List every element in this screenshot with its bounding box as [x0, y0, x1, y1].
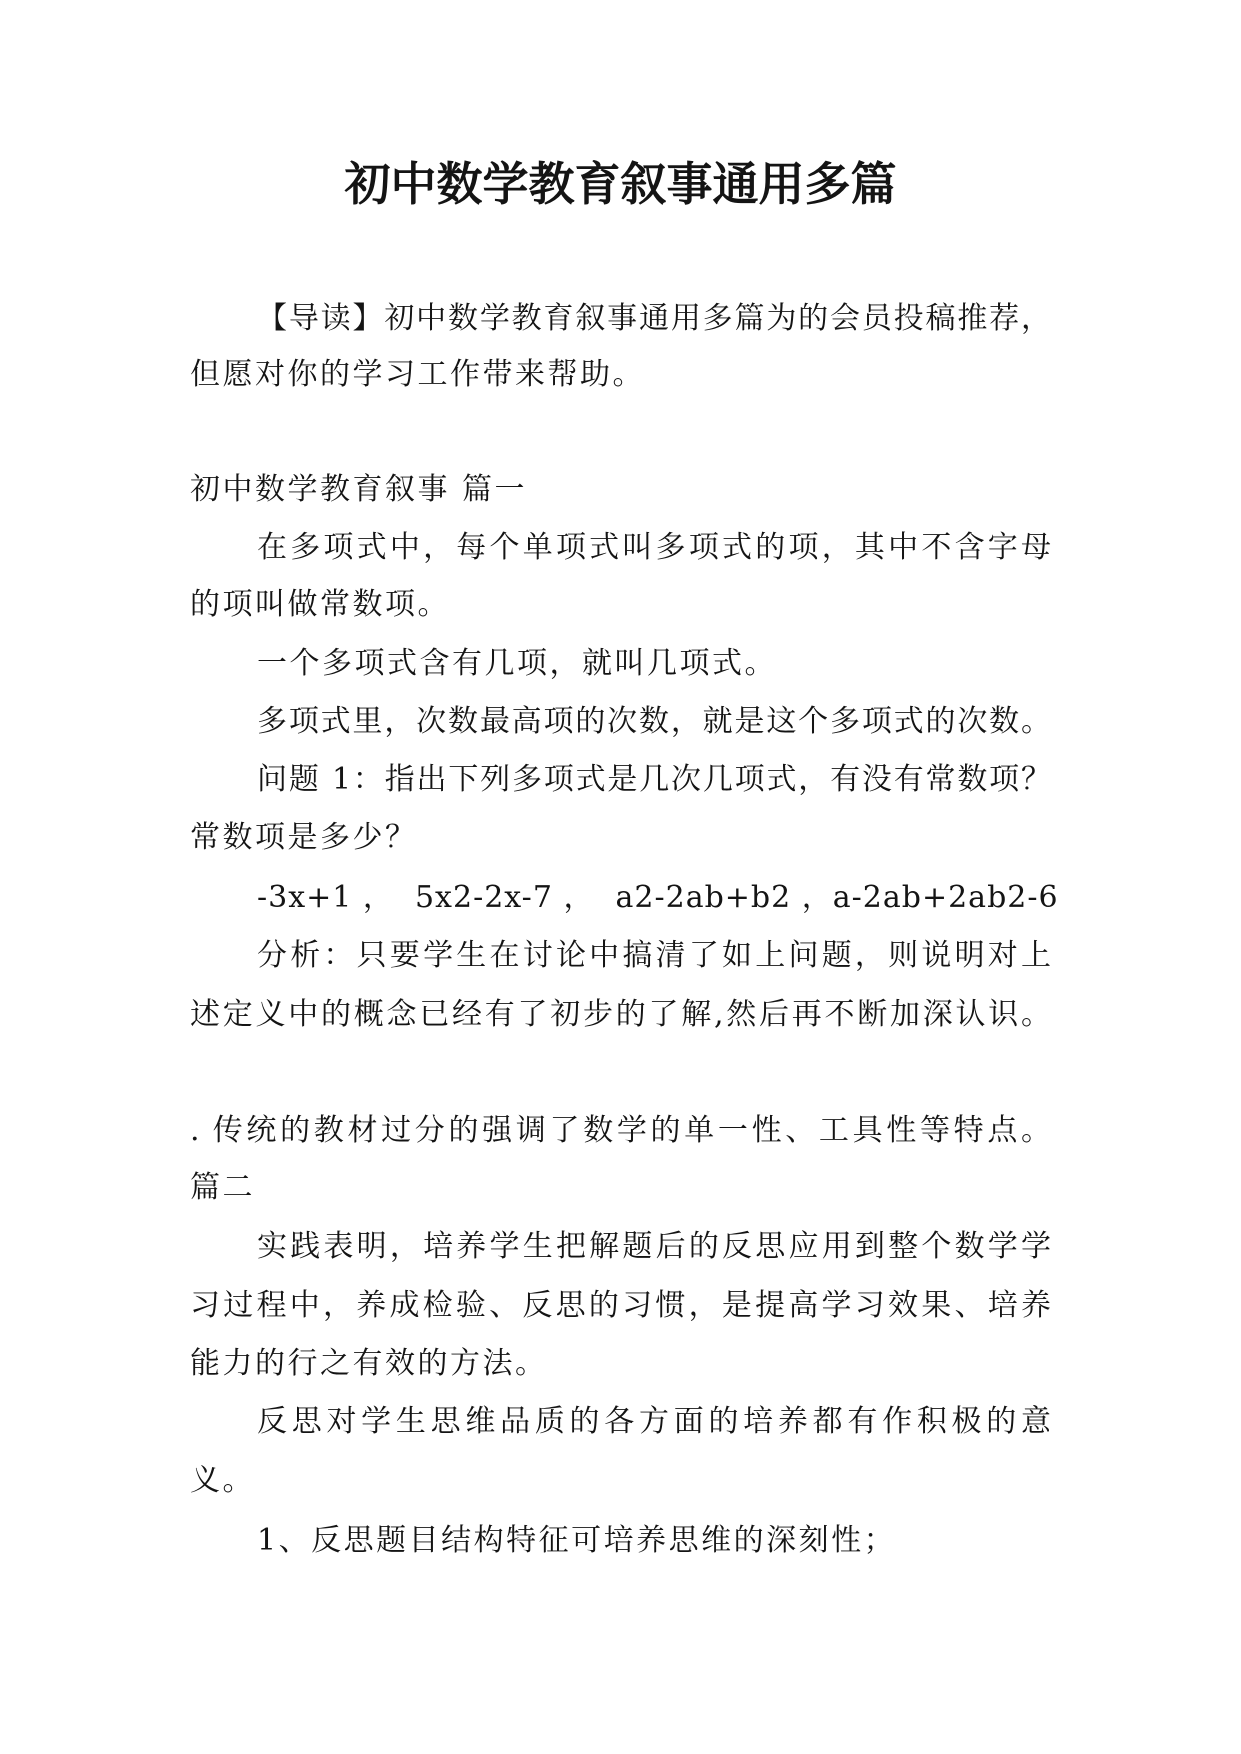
intro-line: 【导读】初中数学教育叙事通用多篇为的会员投稿推荐，: [257, 301, 1051, 336]
paragraph-line: 常数项是多少？: [190, 820, 418, 855]
paragraph-line: 分析：只要学生在讨论中搞清了如上问题，则说明对上: [257, 938, 1051, 973]
paragraph-line: 习过程中，养成检验、反思的习惯，是提高学习效果、培养: [190, 1288, 1051, 1323]
formula-line: -3x+1 ， 5x2-2x-7 ， a2-2ab+b2 ，a-2ab+2ab2-6: [257, 880, 1059, 915]
paragraph-line: 1、反思题目结构特征可培养思维的深刻性；: [257, 1523, 897, 1558]
paragraph-line: 多项式里，次数最高项的次数，就是这个多项式的次数。: [257, 704, 1051, 739]
paragraph-line: 反思对学生思维品质的各方面的培养都有作积极的意: [257, 1404, 1051, 1439]
paragraph-line: 述定义中的概念已经有了初步的了解,然后再不断加深认识。: [190, 997, 1051, 1032]
paragraph-line: 在多项式中，每个单项式叫多项式的项，其中不含字母: [257, 530, 1051, 565]
section-heading: 初中数学教育叙事 篇一: [190, 472, 528, 507]
paragraph-line: 的项叫做常数项。: [190, 587, 450, 622]
paragraph-line: 能力的行之有效的方法。: [190, 1346, 548, 1381]
paragraph-line: 一个多项式含有几项，就叫几项式。: [257, 646, 777, 681]
paragraph-line: 问题 1：指出下列多项式是几次几项式，有没有常数项？: [257, 762, 1051, 797]
note-line: . 传统的教材过分的强调了数学的单一性、工具性等特点。: [190, 1113, 1051, 1148]
paragraph-line: 实践表明，培养学生把解题后的反思应用到整个数学学: [257, 1229, 1051, 1264]
intro-line: 但愿对你的学习工作带来帮助。: [190, 357, 645, 392]
section-heading: 篇二: [190, 1170, 255, 1205]
document-title: 初中数学教育叙事通用多篇: [344, 157, 897, 211]
paragraph-line: 义。: [190, 1463, 255, 1498]
